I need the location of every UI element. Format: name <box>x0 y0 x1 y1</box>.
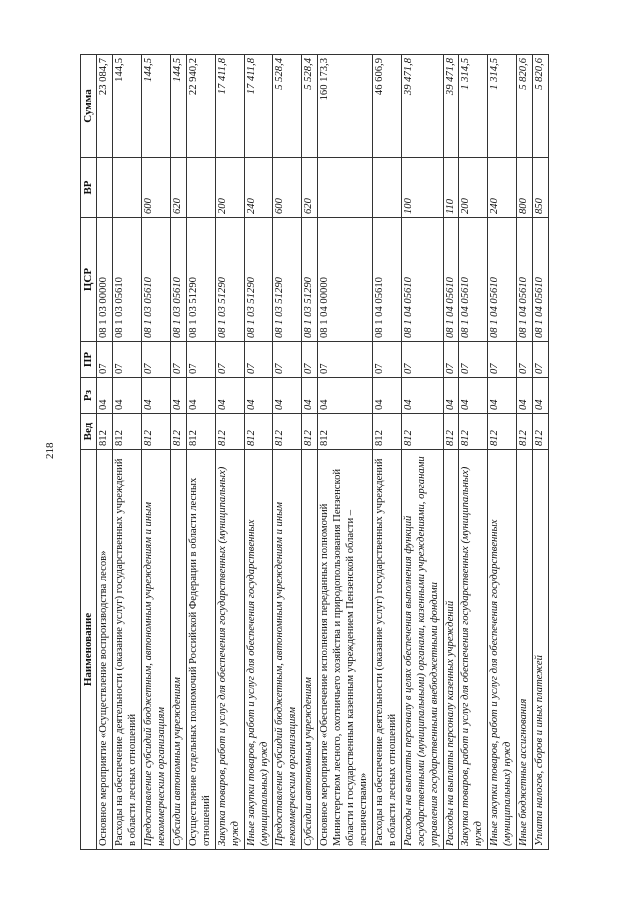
page-number: 218 <box>44 442 56 459</box>
pr-cell: 07 <box>401 342 443 378</box>
vr-cell <box>186 158 215 218</box>
row-name-cell: Уплата налогов, сборов и иных платежей <box>533 450 549 850</box>
row-name-cell: Расходы на обеспечение деятельности (оказание услуг) государственных учреждений в области лесных отношений <box>113 450 142 850</box>
csr-cell: 08 1 04 05610 <box>488 218 517 342</box>
row-name-cell: Расходы на обеспечение деятельности (оказание услуг) государственных учреждений в области лесных отношений <box>372 450 401 850</box>
sum-cell: 5 820,6 <box>517 55 533 158</box>
row-name-cell: Иные бюджетные ассигнования <box>517 450 533 850</box>
vr-cell: 620 <box>171 158 187 218</box>
row-name-cell: Основное мероприятие «Осуществление воспроизводства лесов» <box>97 450 113 850</box>
column-header: Вед <box>81 414 97 450</box>
ved-cell: 812 <box>488 414 517 450</box>
vr-cell: 240 <box>488 158 517 218</box>
sum-cell: 1 314,5 <box>459 55 488 158</box>
sum-cell: 46 606,9 <box>372 55 401 158</box>
ved-cell: 812 <box>215 414 244 450</box>
vr-cell: 600 <box>142 158 171 218</box>
sum-cell: 5 820,6 <box>533 55 549 158</box>
pr-cell: 07 <box>142 342 171 378</box>
pr-cell: 07 <box>318 342 373 378</box>
vr-cell: 240 <box>244 158 273 218</box>
pr-cell: 07 <box>244 342 273 378</box>
row-name-cell: Иные закупки товаров, работ и услуг для обеспечения государственных (муниципальных) нужд <box>488 450 517 850</box>
vr-cell: 800 <box>517 158 533 218</box>
csr-cell: 08 1 03 05610 <box>171 218 187 342</box>
column-header: Наименование <box>81 450 97 850</box>
pr-cell: 07 <box>215 342 244 378</box>
csr-cell: 08 1 03 51290 <box>215 218 244 342</box>
csr-cell: 08 1 04 05610 <box>533 218 549 342</box>
ved-cell: 812 <box>517 414 533 450</box>
table-row <box>171 55 187 850</box>
sum-cell: 17 411,8 <box>215 55 244 158</box>
column-header: Сумма <box>81 55 97 158</box>
ved-cell: 812 <box>318 414 373 450</box>
pr-cell: 07 <box>302 342 318 378</box>
ved-cell: 812 <box>113 414 142 450</box>
csr-cell: 08 1 03 51290 <box>273 218 302 342</box>
sum-cell: 39 471,8 <box>401 55 443 158</box>
csr-cell: 08 1 03 05610 <box>142 218 171 342</box>
pr-cell: 07 <box>97 342 113 378</box>
row-name-cell: Предоставление субсидий бюджетным, автономным учреждениям и иным некоммерческим организациям <box>142 450 171 850</box>
vr-cell: 200 <box>459 158 488 218</box>
pr-cell: 07 <box>273 342 302 378</box>
ved-cell: 812 <box>97 414 113 450</box>
sum-cell: 23 084,7 <box>97 55 113 158</box>
sum-cell: 1 314,5 <box>488 55 517 158</box>
row-name-cell: Субсидии автономным учреждениям <box>302 450 318 850</box>
table-row <box>372 55 401 850</box>
pr-cell: 07 <box>372 342 401 378</box>
rz-cell: 04 <box>443 378 459 414</box>
csr-cell: 08 1 04 05610 <box>517 218 533 342</box>
sum-cell: 5 528,4 <box>273 55 302 158</box>
table-header-row <box>81 55 97 850</box>
vr-cell: 600 <box>273 158 302 218</box>
pr-cell: 07 <box>517 342 533 378</box>
table-row <box>488 55 517 850</box>
vr-cell: 200 <box>215 158 244 218</box>
column-header: Рз <box>81 378 97 414</box>
rz-cell: 04 <box>488 378 517 414</box>
rz-cell: 04 <box>97 378 113 414</box>
rz-cell: 04 <box>533 378 549 414</box>
row-name-cell: Осуществление отдельных полномочий Российской Федерации в области лесных отношений <box>186 450 215 850</box>
table-row <box>142 55 171 850</box>
pr-cell: 07 <box>488 342 517 378</box>
ved-cell: 812 <box>459 414 488 450</box>
ved-cell: 812 <box>372 414 401 450</box>
csr-cell: 08 1 03 05610 <box>113 218 142 342</box>
ved-cell: 812 <box>443 414 459 450</box>
table-row <box>533 55 549 850</box>
sum-cell: 5 528,4 <box>302 55 318 158</box>
pr-cell: 07 <box>113 342 142 378</box>
csr-cell: 08 1 03 00000 <box>97 218 113 342</box>
table-row <box>459 55 488 850</box>
pr-cell: 07 <box>186 342 215 378</box>
ved-cell: 812 <box>244 414 273 450</box>
table-row <box>517 55 533 850</box>
table-row <box>215 55 244 850</box>
row-name-cell: Закупка товаров, работ и услуг для обеспечения государственных (муниципальных) нужд <box>215 450 244 850</box>
row-name-cell: Закупка товаров, работ и услуг для обеспечения государственных (муниципальных) нужд <box>459 450 488 850</box>
table-row <box>186 55 215 850</box>
rz-cell: 04 <box>459 378 488 414</box>
rz-cell: 04 <box>186 378 215 414</box>
row-name-cell: Иные закупки товаров, работ и услуг для обеспечения государственных (муниципальных) нужд <box>244 450 273 850</box>
csr-cell: 08 1 04 05610 <box>372 218 401 342</box>
pr-cell: 07 <box>459 342 488 378</box>
csr-cell: 08 1 03 51290 <box>302 218 318 342</box>
table-row <box>318 55 373 850</box>
pr-cell: 07 <box>533 342 549 378</box>
sum-cell: 144,5 <box>142 55 171 158</box>
csr-cell: 08 1 04 05610 <box>459 218 488 342</box>
csr-cell: 08 1 03 51290 <box>186 218 215 342</box>
row-name-cell: Расходы на выплаты персоналу в целях обеспечения выполнения функций государственными (муниципальными) органами, казенными учреждениями, органами управления государственными внебюджетными фондами <box>401 450 443 850</box>
ved-cell: 812 <box>302 414 318 450</box>
row-name-cell: Расходы на выплаты персоналу казенных учреждений <box>443 450 459 850</box>
ved-cell: 812 <box>533 414 549 450</box>
row-name-cell: Предоставление субсидий бюджетным, автономным учреждениям и иным некоммерческим организациям <box>273 450 302 850</box>
ved-cell: 812 <box>142 414 171 450</box>
rz-cell: 04 <box>517 378 533 414</box>
column-header: ПР <box>81 342 97 378</box>
vr-cell: 110 <box>443 158 459 218</box>
rz-cell: 04 <box>318 378 373 414</box>
rz-cell: 04 <box>142 378 171 414</box>
csr-cell: 08 1 04 05610 <box>443 218 459 342</box>
vr-cell: 620 <box>302 158 318 218</box>
sum-cell: 144,5 <box>113 55 142 158</box>
table-row <box>113 55 142 850</box>
rotated-table-container <box>80 55 558 850</box>
ved-cell: 812 <box>401 414 443 450</box>
rz-cell: 04 <box>302 378 318 414</box>
csr-cell: 08 1 04 00000 <box>318 218 373 342</box>
ved-cell: 812 <box>171 414 187 450</box>
rz-cell: 04 <box>113 378 142 414</box>
vr-cell: 850 <box>533 158 549 218</box>
ved-cell: 812 <box>273 414 302 450</box>
row-name-cell: Субсидии автономным учреждениям <box>171 450 187 850</box>
row-name-cell: Основное мероприятие «Обеспечение исполнения переданных полномочий Министерством лесного, охотничьего хозяйства и природопользования Пензенской области и государственным казенным учреждением Пензенской области – лесничествами» <box>318 450 373 850</box>
table-row <box>443 55 459 850</box>
rz-cell: 04 <box>273 378 302 414</box>
rz-cell: 04 <box>215 378 244 414</box>
pr-cell: 07 <box>443 342 459 378</box>
table-row <box>401 55 443 850</box>
vr-cell <box>318 158 373 218</box>
vr-cell: 100 <box>401 158 443 218</box>
ved-cell: 812 <box>186 414 215 450</box>
table-row <box>244 55 273 850</box>
column-header: ЦСР <box>81 218 97 342</box>
vr-cell <box>97 158 113 218</box>
rz-cell: 04 <box>372 378 401 414</box>
column-header: ВР <box>81 158 97 218</box>
csr-cell: 08 1 04 05610 <box>401 218 443 342</box>
pr-cell: 07 <box>171 342 187 378</box>
sum-cell: 22 940,2 <box>186 55 215 158</box>
table-row <box>302 55 318 850</box>
vr-cell <box>113 158 142 218</box>
sum-cell: 39 471,8 <box>443 55 459 158</box>
vr-cell <box>372 158 401 218</box>
table-row <box>273 55 302 850</box>
rz-cell: 04 <box>244 378 273 414</box>
rz-cell: 04 <box>171 378 187 414</box>
table-row <box>97 55 113 850</box>
budget-table <box>80 54 549 850</box>
rz-cell: 04 <box>401 378 443 414</box>
sum-cell: 17 411,8 <box>244 55 273 158</box>
csr-cell: 08 1 03 51290 <box>244 218 273 342</box>
sum-cell: 160 173,3 <box>318 55 373 158</box>
sum-cell: 144,5 <box>171 55 187 158</box>
